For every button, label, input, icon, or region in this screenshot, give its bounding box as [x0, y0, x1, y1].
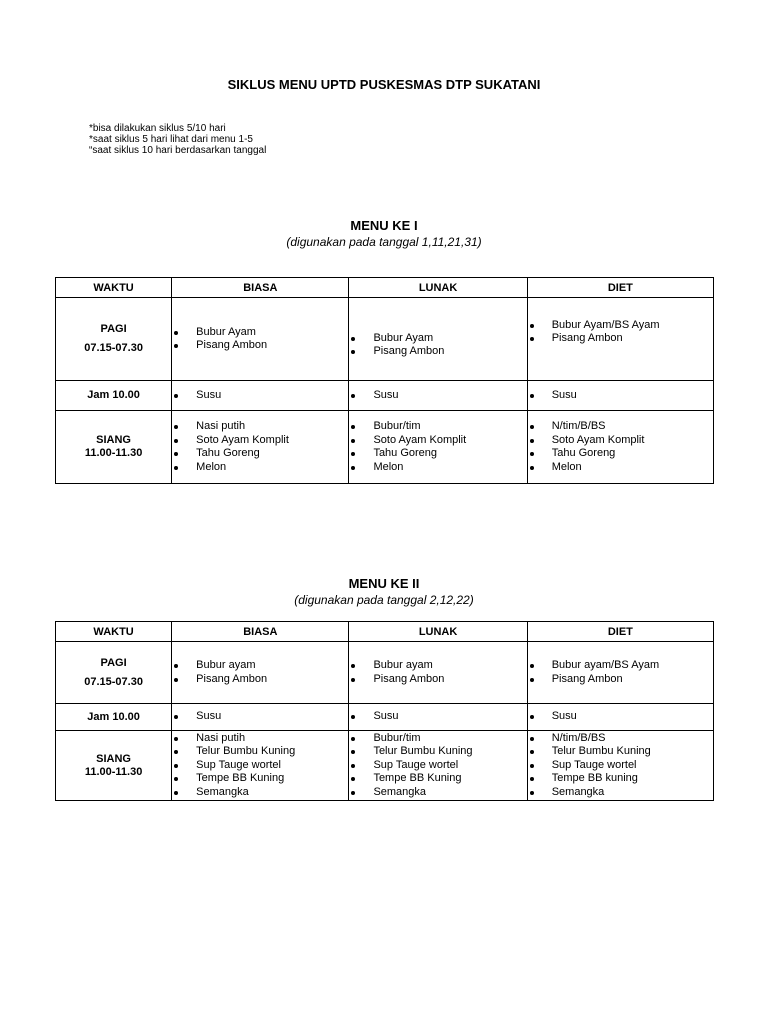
menu-item: Bubur/tim [349, 732, 526, 746]
table-row-pagi [56, 642, 714, 704]
biasa-cell [172, 704, 349, 731]
menu-item: Susu [349, 389, 526, 403]
diet-cell [527, 704, 713, 731]
menu-item: Pisang Ambon [528, 673, 713, 687]
waktu-cell [56, 642, 172, 704]
document-title: SIKLUS MENU UPTD PUSKESMAS DTP SUKATANI [227, 77, 541, 92]
lunak-cell [349, 411, 527, 484]
waktu-cell [56, 411, 172, 484]
waktu-time: 07.15-07.30 [84, 342, 143, 354]
waktu-cell [56, 298, 172, 381]
menu-item: Bubur ayam [172, 659, 348, 673]
waktu-cell [56, 731, 172, 801]
menu-item: Pisang Ambon [349, 345, 526, 359]
notes-block [89, 123, 266, 156]
waktu-label: Jam 10.00 [87, 389, 140, 401]
table-header-row [56, 622, 714, 642]
table-row-siang [56, 411, 714, 484]
note-line: *bisa dilakukan siklus 5/10 hari [89, 123, 226, 134]
menu-item: Tempe BB kuning [528, 772, 713, 786]
menu-item: Nasi putih [172, 420, 348, 434]
diet-cell [527, 642, 713, 704]
waktu-cell [56, 704, 172, 731]
menu-item: Semangka [528, 786, 713, 800]
header-lunak: LUNAK [349, 278, 527, 298]
menu-item: Telur Bumbu Kuning [349, 745, 526, 759]
menu-item: Sup Tauge wortel [349, 759, 526, 773]
lunak-cell [349, 704, 527, 731]
menu-2-table [55, 621, 714, 801]
diet-cell [527, 411, 713, 484]
menu-title: MENU KE I [350, 218, 418, 233]
menu-item: Susu [172, 710, 348, 724]
menu-subtitle: (digunakan pada tanggal 2,12,22) [294, 593, 474, 607]
biasa-cell [172, 298, 349, 381]
menu-item: Bubur/tim [349, 420, 526, 434]
menu-item: Sup Tauge wortel [172, 759, 348, 773]
waktu-label: SIANG [96, 752, 131, 765]
menu-item: Susu [172, 389, 348, 403]
menu-item: Soto Ayam Komplit [172, 434, 348, 448]
note-line: “saat siklus 10 hari berdasarkan tanggal [89, 145, 267, 156]
menu-item: Melon [349, 461, 526, 475]
menu-subtitle: (digunakan pada tanggal 1,11,21,31) [286, 235, 482, 249]
menu-item: Melon [172, 461, 348, 475]
lunak-cell [349, 298, 527, 381]
menu-item: Pisang Ambon [172, 339, 348, 353]
menu-item: Bubur Ayam [172, 326, 348, 340]
menu-title: MENU KE II [348, 576, 420, 591]
menu-item: Bubur Ayam [349, 332, 526, 346]
menu-item: Susu [528, 710, 713, 724]
menu-item: Semangka [172, 786, 348, 800]
biasa-cell [172, 411, 349, 484]
diet-cell [527, 298, 713, 381]
menu-item: Semangka [349, 786, 526, 800]
menu-item: Tempe BB Kuning [172, 772, 348, 786]
menu-item: Tahu Goreng [349, 447, 526, 461]
menu-item: Nasi putih [172, 732, 348, 746]
menu-item: Tempe BB Kuning [349, 772, 526, 786]
biasa-cell [172, 642, 349, 704]
biasa-cell [172, 731, 349, 801]
menu-item: Bubur ayam [349, 659, 526, 673]
table-row-jam10 [56, 381, 714, 411]
waktu-time: 11.00-11.30 [84, 765, 143, 778]
header-waktu: WAKTU [56, 622, 172, 642]
waktu-time: 11.00-11.30 [84, 447, 143, 459]
waktu-label: PAGI [100, 323, 127, 335]
menu-item: Pisang Ambon [172, 673, 348, 687]
lunak-cell [349, 381, 527, 411]
diet-cell [527, 381, 713, 411]
header-biasa: BIASA [172, 278, 349, 298]
table-row-pagi [56, 298, 714, 381]
header-lunak: LUNAK [349, 622, 527, 642]
header-biasa: BIASA [172, 622, 349, 642]
menu-1-heading [0, 218, 768, 250]
menu-item: Telur Bumbu Kuning [528, 745, 713, 759]
menu-item: Tahu Goreng [172, 447, 348, 461]
menu-item: Telur Bumbu Kuning [172, 745, 348, 759]
menu-item: Melon [528, 461, 713, 475]
lunak-cell [349, 731, 527, 801]
biasa-cell [172, 381, 349, 411]
waktu-time: 07.15-07.30 [84, 675, 143, 688]
table-header-row [56, 278, 714, 298]
header-diet: DIET [527, 278, 713, 298]
waktu-label: Jam 10.00 [87, 710, 140, 723]
waktu-label: PAGI [100, 656, 127, 669]
menu-item: N/tim/B/BS [528, 420, 713, 434]
waktu-label: SIANG [96, 434, 131, 446]
diet-cell [527, 731, 713, 801]
menu-item: Susu [528, 389, 713, 403]
menu-item: N/tim/B/BS [528, 732, 713, 746]
menu-item: Susu [349, 710, 526, 724]
table-row-siang [56, 731, 714, 801]
menu-item: Bubur ayam/BS Ayam [528, 659, 713, 673]
menu-item: Pisang Ambon [349, 673, 526, 687]
waktu-cell [56, 381, 172, 411]
menu-item: Pisang Ambon [528, 332, 713, 346]
menu-item: Tahu Goreng [528, 447, 713, 461]
menu-2-heading [0, 576, 768, 608]
header-diet: DIET [527, 622, 713, 642]
menu-item: Bubur Ayam/BS Ayam [528, 319, 713, 333]
menu-item: Soto Ayam Komplit [528, 434, 713, 448]
header-waktu: WAKTU [56, 278, 172, 298]
table-row-jam10 [56, 704, 714, 731]
menu-1-table [55, 277, 714, 484]
note-line: *saat siklus 5 hari lihat dari menu 1-5 [89, 134, 253, 145]
menu-item: Sup Tauge wortel [528, 759, 713, 773]
menu-item: Soto Ayam Komplit [349, 434, 526, 448]
lunak-cell [349, 642, 527, 704]
